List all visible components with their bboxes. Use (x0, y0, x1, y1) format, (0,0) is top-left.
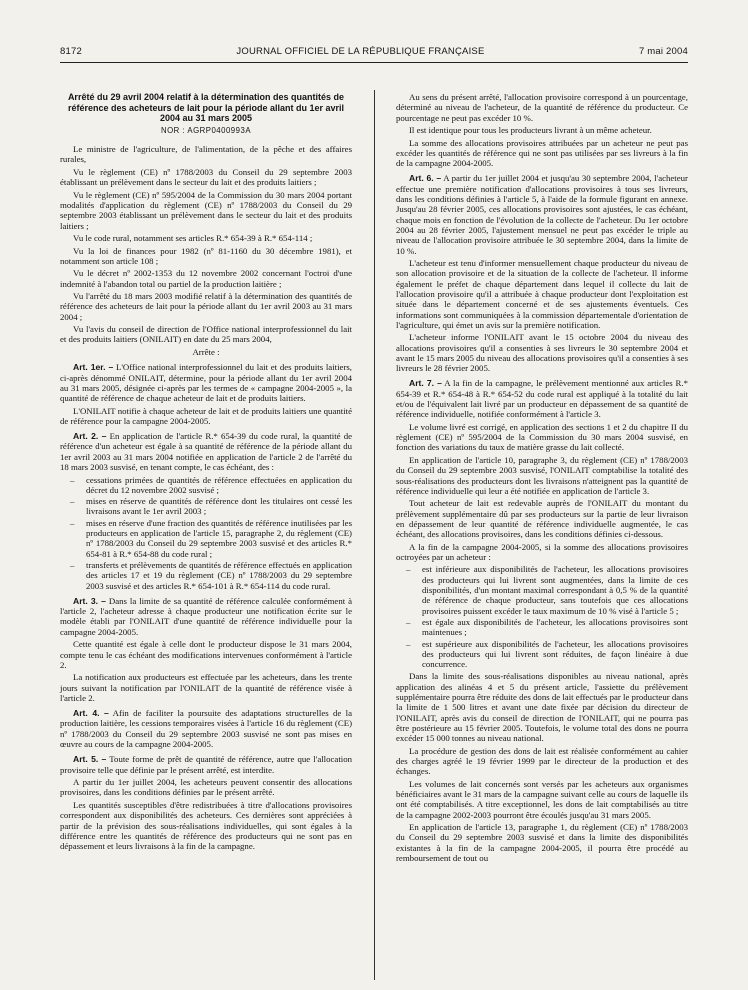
list-item: – mises en réserve d'une fraction des quantités de référence inutilisées par les producteurs en application de l'article 15, paragraphe 2, du règlement (CE) nº 1788/2003 du Conseil du 29 septembre 2003 susvisé et des articles R.* 654-81 à R.* 654-88 du code rural ; (70, 518, 352, 559)
article-lead: Art. 4. – (73, 708, 109, 719)
list-item: – mises en réserve de quantités de référence dont les titulaires ont cessé les livraisons avant le 1er avril 2003 ; (70, 496, 352, 517)
article-lead: Art. 7. – (409, 378, 442, 389)
list-item: – est supérieure aux disponibilités de l'acheteur, les allocations provisoires des producteurs qui lui livrent sont réduites, de façon linéaire à due concurrence. (406, 639, 688, 670)
paragraph: Il est identique pour tous les producteurs livrant à un même acheteur. (409, 125, 652, 136)
paragraph: Les quantités susceptibles d'être redistribuées à titre d'allocations provisoires correspondent aux disponibilités des acheteurs. Ces dernières sont appréciées à partir de la prévision des sous-réalisations individuelles, qui sont égales à la différence entre les quantités de référence des producteurs qui ne sont pas en dépassement et leurs livraisons à la fin de la campagne. (60, 799, 352, 852)
page-header (60, 44, 688, 58)
page-number: 8172 (60, 45, 82, 57)
paragraph: L'ONILAIT notifie à chaque acheteur de lait et de produits laitiers une quantité de référence pour la campagne 2004-2005. (60, 405, 352, 426)
list-item: – est égale aux disponibilités de l'acheteur, les allocations provisoires sont maintenues ; (406, 617, 688, 638)
paragraph: Vu l'arrêté du 18 mars 2003 modifié relatif à la détermination des quantités de référence des acheteurs de lait pour la période allant du 1er avril 2003 au 31 mars 2004 ; (60, 291, 352, 322)
paragraph: Vu le code rural, notamment ses articles R.* 654-39 à R.* 654-114 ; (73, 233, 313, 244)
paragraph: Au sens du présent arrêté, l'allocation provisoire correspond à un pourcentage, déterminé au niveau de l'acheteur, de la quantité de référence du producteur. Ce pourcentage ne peut pas excéder 10 %. (396, 92, 688, 123)
paragraph: La somme des allocations provisoires attribuées par un acheteur ne peut pas excéder les quantités de référence qui ne sont pas utilisées par ses livreurs à la fin de la campagne 2004-2005. (396, 137, 688, 169)
column-divider (374, 90, 375, 980)
article-5 (60, 754, 352, 775)
header-rule (60, 62, 688, 63)
paragraph: Vu le règlement (CE) nº 1788/2003 du Conseil du 29 septembre 2003 établissant un prélèvement dans le secteur du lait et des produits laitiers ; (60, 166, 352, 188)
paragraph: Vu le décret nº 2002-1353 du 12 novembre 2002 concernant l'octroi d'une indemnité à l'abandon total ou partiel de la production laitière ; (60, 268, 352, 289)
article-text: L'Office national interprofessionnel du lait et des produits laitiers, ci-après dénommé ONILAIT, détermine, pour la période allant du 1er avril 2004 au 31 mars 2005, désignée ci-après par les termes de « campagne 2004-2005 », la quantité de référence de chaque acheteur de lait et de produits laitiers. (60, 362, 352, 404)
paragraph: Vu le règlement (CE) nº 595/2004 de la Commission du 30 mars 2004 portant modalités d'application du règlement (CE) nº 1788/2003 du Conseil du 29 septembre 2003 établissant un prélèvement dans le secteur du lait et des produits laitiers ; (60, 189, 352, 231)
paragraph: L'acheteur est tenu d'informer mensuellement chaque producteur du niveau de son allocation provisoire et de la situation de la collecte de l'acheteur. Il informe également le préfet de chaque département dans lequel il collecte du lait de l'allocation provisoire qu'il a attribuée à chaque producteur dont l'exploitation est située dans le département concerné et de ses ajustements éventuels. Ces informations sont communiquées à la commission départementale d'orientation de l'agriculture, qui émet un avis sur la première notification. (396, 258, 688, 330)
article-text: Dans la limite de sa quantité de référence calculée conformément à l'article 2, l'acheteur adresse à chaque producteur une notification écrite sur le modèle établi par l'ONILAIT d'une quantité de référence individuelle pour la campagne 2004-2005. (60, 595, 352, 637)
issue-date: 7 mai 2004 (638, 45, 688, 57)
paragraph: A partir du 1er juillet 2004, les acheteurs peuvent consentir des allocations provisoires, dans les conditions définies par le présent arrêté. (60, 777, 352, 798)
article-6 (396, 173, 688, 255)
paragraph: Tout acheteur de lait est redevable auprès de l'ONILAIT du montant du prélèvement supplémentaire dû par ses producteurs sur la partie de leur livraison en dépassement de leur quantité de référence individuelle augmentée, le cas échéant, des allocations provisoires, dans les conditions définies ci-dessous. (396, 498, 688, 540)
paragraph: La notification aux producteurs est effectuée par les acheteurs, dans les trente jours suivant la notification par l'ONILAIT de la quantité de référence visée à l'article 2. (60, 672, 352, 703)
paragraph: L'acheteur informe l'ONILAIT avant le 15 octobre 2004 du niveau des allocations provisoires qu'il a consenties à ses livreurs le 30 septembre 2004 et avant le 15 mars 2005 du niveau des allocations provisoires qu'il a consenties à ses livreurs le 28 février 2005. (396, 332, 688, 374)
article-lead: Art. 6. – (409, 173, 442, 184)
decree-title: Arrêté du 29 avril 2004 relatif à la détermination des quantités de référence des acheteurs de lait pour la période allant du 1er avril 2004 au 31 mars 2005 (67, 92, 345, 124)
paragraph: En application de l'article 13, paragraphe 1, du règlement (CE) nº 1788/2003 du Conseil du 29 septembre 2003 susvisé et dans la limite des disponibilités existantes à la fin de la campagne 2004-2005, il pourra être procédé au remboursement de tout ou (396, 822, 688, 864)
nor-reference: NOR : AGRP0400993A (160, 125, 252, 135)
article-text: Toute forme de prêt de quantité de référence, autre que l'allocation provisoire telle que définie par le présent arrêté, est interdite. (60, 754, 352, 775)
article-lead: Art. 1er. – (73, 362, 114, 373)
paragraph: En application de l'article 10, paragraphe 3, du règlement (CE) nº 1788/2003 du Conseil du 29 septembre 2003 susvisé, l'ONILAIT comptabilise la totalité des sous-réalisations des producteurs dont les livraisons n'atteignent pas la quantité de référence individuelle qui leur a été notifiée en application de l'article 3. (396, 454, 688, 496)
article-1 (60, 362, 352, 403)
article-text: En application de l'article R.* 654-39 du code rural, la quantité de référence d'un acheteur est égale à sa quantité de référence de la période allant du 1er avril 2003 au 31 mars 2004 notifiée en application de l'article 2 de l'arrêté du 18 mars 2003 susvisé, en tenant compte, le cas échéant, des : (60, 431, 353, 473)
paragraph: Cette quantité est égale à celle dont le producteur dispose le 31 mars 2004, compte tenu le cas échéant des modifications intervenues conformément à l'article 2. (60, 639, 352, 670)
article-2 (60, 431, 352, 472)
article-lead: Art. 3. – (73, 595, 106, 606)
arrete-heading: Arrête : (192, 346, 220, 357)
paragraph: Vu la loi de finances pour 1982 (nº 81-1160 du 30 décembre 1981), et notamment son article 108 ; (60, 245, 352, 266)
list-item: – est inférieure aux disponibilités de l'acheteur, les allocations provisoires des producteurs qui lui livrent sont augmentées, dans la limite de ces disponibilités, d'un montant maximal correspondant à 0,5 % de la quantité de référence de chaque producteur, sans toutefois que ces allocations provisoires puissent excéder le taux maximum de 10 % visé à l'article 5 ; (406, 564, 688, 615)
paragraph: Les volumes de lait concernés sont versés par les acheteurs aux organismes bénéficiaires avant le 31 mars de la campagne suivant celle au cours de laquelle ils ont été comptabilisés. A titre exceptionnel, les dons de lait comptabilisés au titre de la campagne 2002-2003 pourront être écoulés jusqu'au 31 mars 2005. (396, 778, 688, 820)
article-lead: Art. 2. – (73, 431, 107, 442)
article-3 (60, 596, 352, 637)
article-text: A la fin de la campagne, le prélèvement mentionné aux articles R.* 654-39 et R.* 654-48 à R.* 654-52 du code rural est appliqué à la totalité du lait et/ou de l'équivalent lait livré par un producteur en dépassement de sa quantité de référence individuelle, notifiée conformément à l'article 3. (396, 378, 688, 420)
list-item: – transferts et prélèvements de quantités de référence effectués en application des articles 17 et 19 du règlement (CE) nº 1788/2003 du 29 septembre 2003 susvisé et des articles R.* 654-101 à R.* 654-114 du code rural. (70, 560, 352, 591)
list-item: – cessations primées de quantités de référence effectuées en application du décret du 12 novembre 2002 susvisé ; (70, 475, 352, 496)
paragraph: A la fin de la campagne 2004-2005, si la somme des allocations provisoires octroyées par un acheteur : (396, 541, 688, 562)
article-4 (60, 708, 352, 749)
article-lead: Art. 5. – (73, 754, 107, 765)
right-column (396, 92, 688, 866)
paragraph: La procédure de gestion des dons de lait est réalisée conformément au cahier des charges agréé le 19 février 1999 par le directeur de la production et des échanges. (396, 745, 688, 777)
paragraph: Vu l'avis du conseil de direction de l'Office national interprofessionnel du lait et des produits laitiers (ONILAIT) en date du 25 mars 2004, (60, 324, 352, 345)
paragraph: Dans la limite des sous-réalisations disponibles au niveau national, après application des alinéas 4 et 5 du présent article, l'assiette du prélèvement supplémentaire pourra être réduite des dons de lait effectués par le producteur dans la limite de 1 500 litres et avant une date fixée par décision du directeur de l'ONILAIT, après avis du conseil de direction de l'ONILAIT, qui ne pourra pas être postérieure au 15 février 2005. Toutefois, le volume total des dons ne pourra excéder 15 000 tonnes au niveau national. (396, 671, 688, 744)
journal-title: JOURNAL OFFICIEL DE LA RÉPUBLIQUE FRANÇAISE (236, 45, 485, 57)
article-7-list (396, 564, 688, 669)
paragraph: Le volume livré est corrigé, en application des sections 1 et 2 du chapitre II du règlement (CE) nº 595/2004 de la Commission du 30 mars 2004 susvisé, en fonction des variations du taux de matière grasse du lait collecté. (396, 421, 688, 453)
article-7 (396, 378, 688, 419)
article-2-list (60, 475, 352, 591)
article-text: Afin de faciliter la poursuite des adaptations structurelles de la production laitière, les cessions temporaires visées à l'article 16 du règlement (CE) nº 1788/2003 du Conseil du 29 septembre 2003 susvisé ne sont pas mises en œuvre au cours de la campagne 2004-2005. (60, 708, 353, 750)
paragraph: Le ministre de l'agriculture, de l'alimentation, de la pêche et des affaires rurales, (60, 144, 352, 165)
left-column (60, 92, 352, 854)
article-text: A partir du 1er juillet 2004 et jusqu'au 30 septembre 2004, l'acheteur effectue une première notification d'allocations provisoires à tous ses livreurs, dans les conditions définies à l'article 5, à l'aide de la formule figurant en annexe. Jusqu'au 28 février 2005, ces allocations provisoires sont ajustées, le cas échéant, chaque mois en fonction de l'évolution de la collecte de l'acheteur. Du 1er octobre 2004 au 28 février 2005, l'ajustement mensuel ne peut pas excéder le triple au niveau de l'allocation provisoire attribuée le 30 septembre 2004, dans la limite de 10 %. (396, 173, 688, 256)
